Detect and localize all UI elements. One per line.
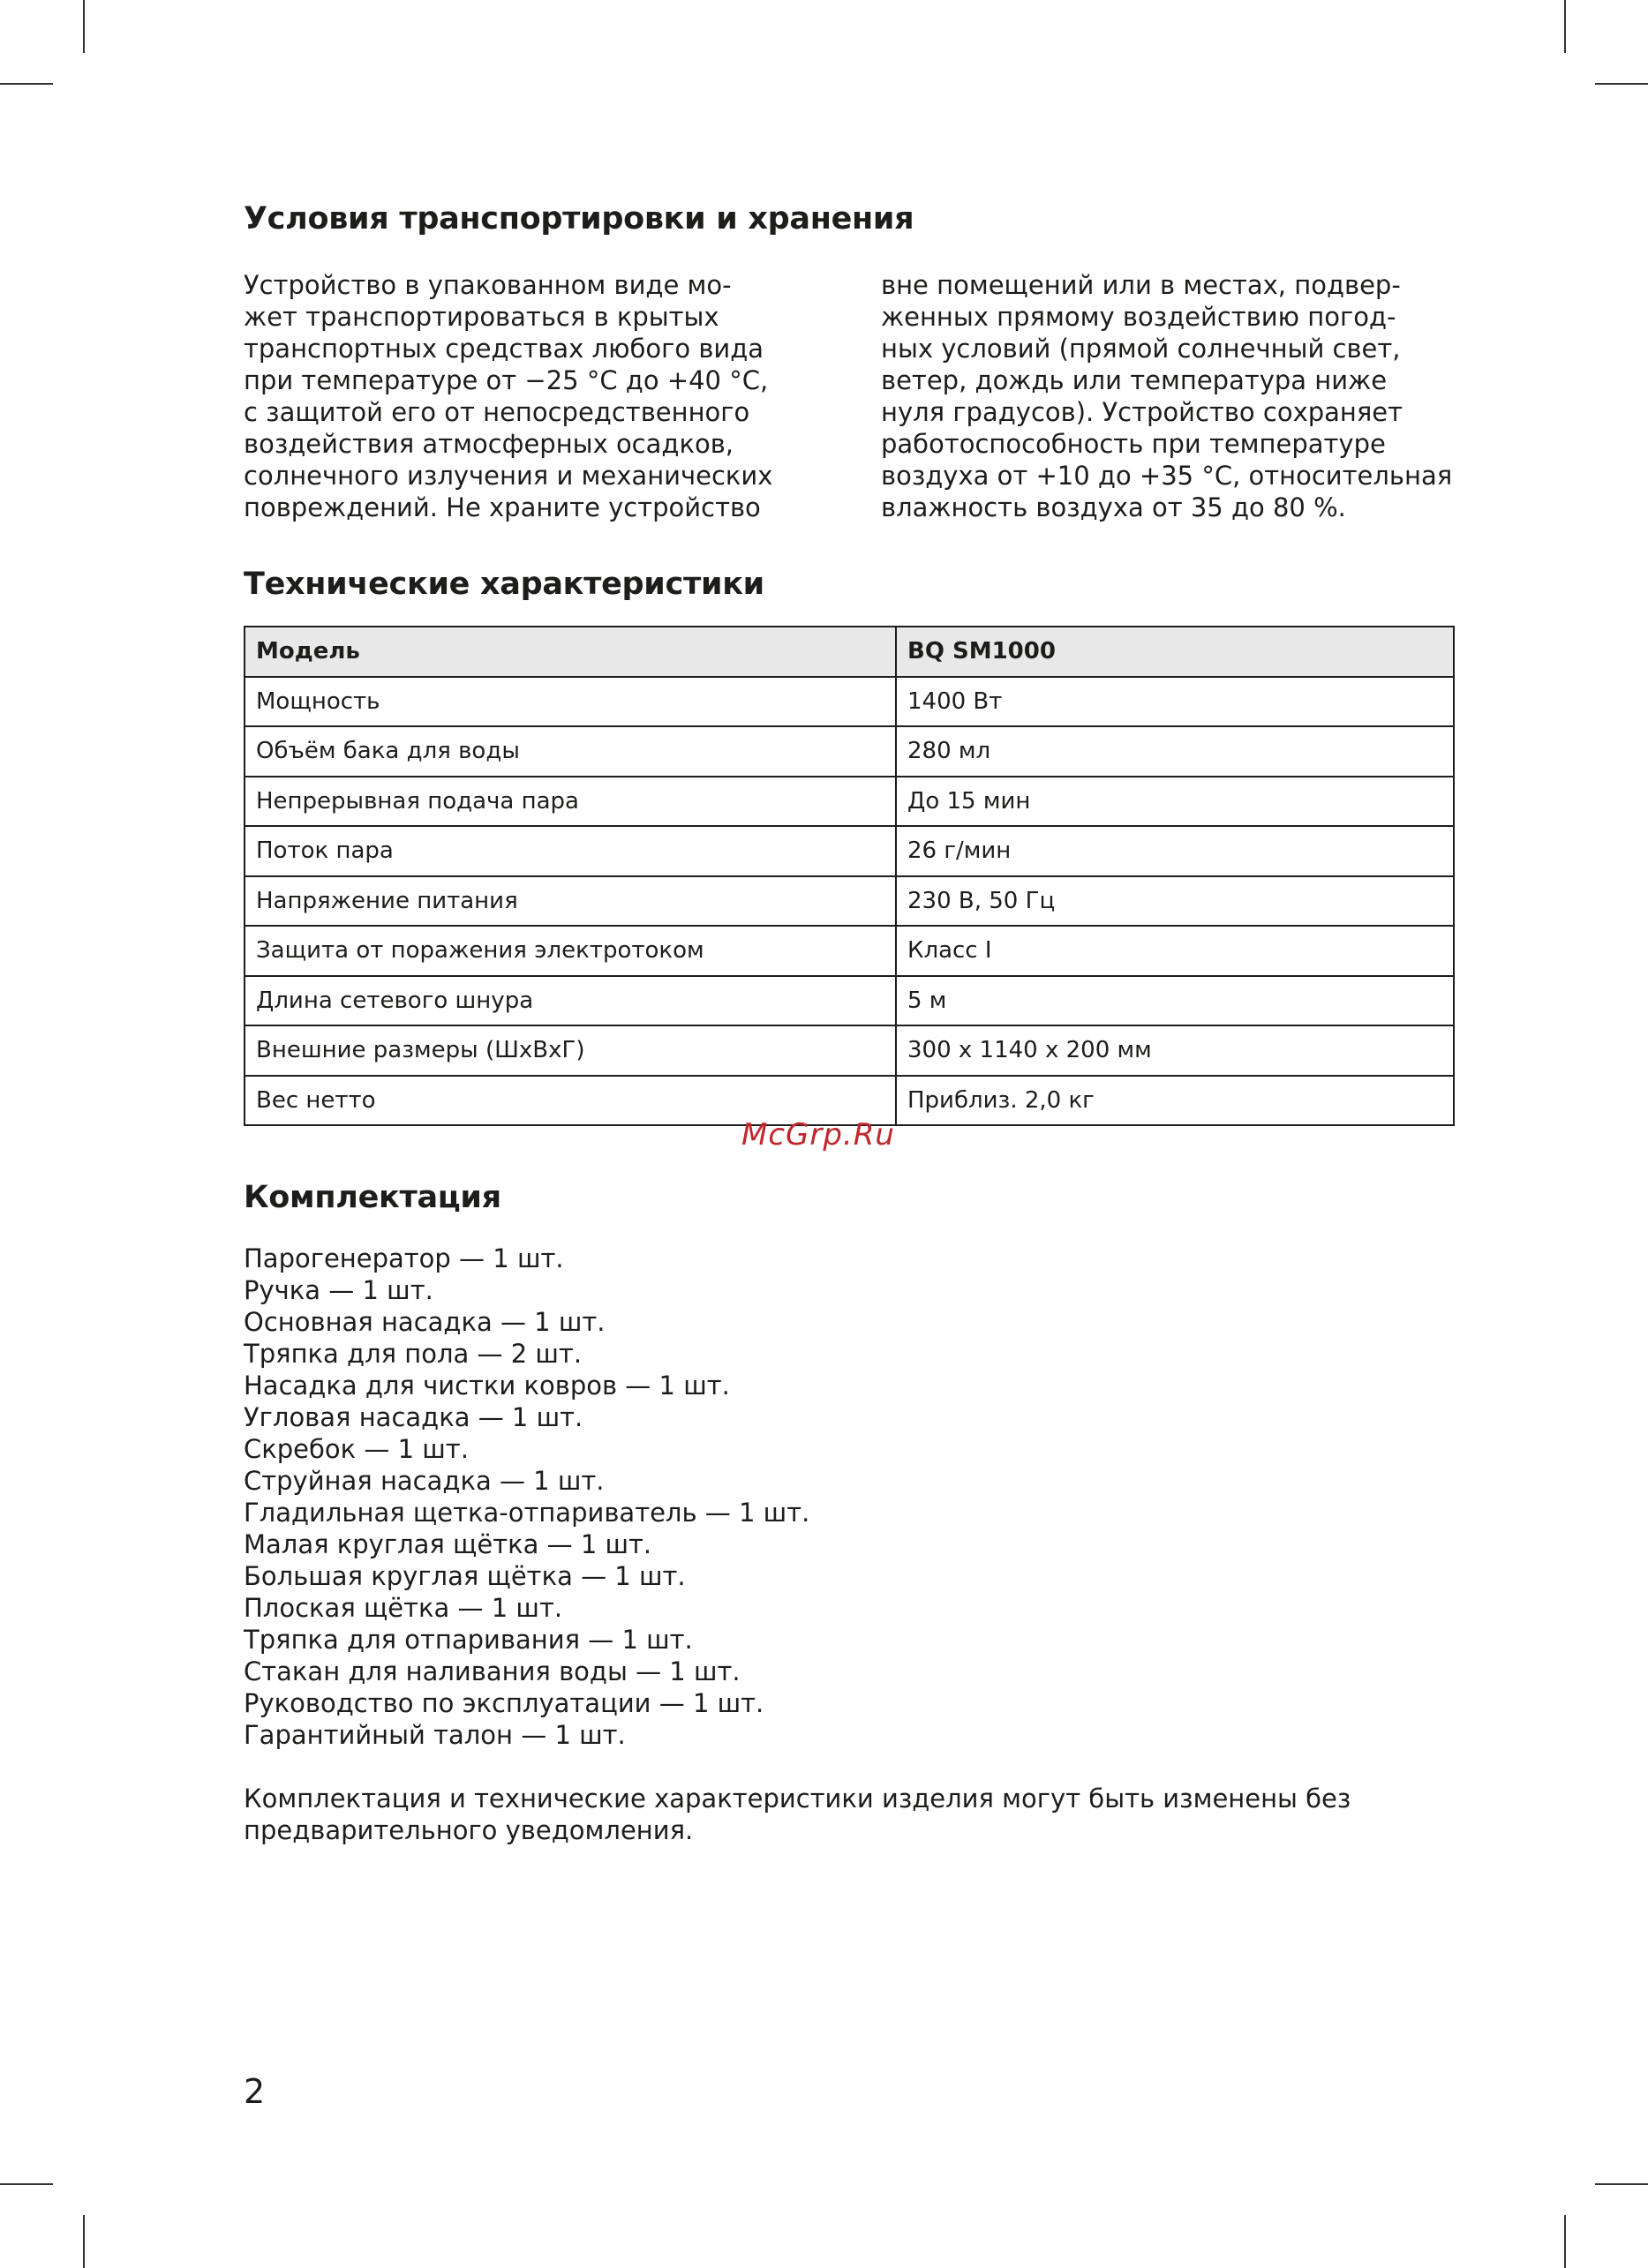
table-row [245, 1025, 1454, 1076]
transport-line: влажность воздуха от 35 до 80 %. [881, 492, 1346, 522]
list-item: Гладильная щетка-отпариватель — 1 шт. [244, 1498, 810, 1528]
spec-value: 1400 Вт [896, 677, 1454, 727]
transport-line: воздуха от +10 до +35 °C, относительная [881, 461, 1453, 491]
spec-label: Напряжение питания [245, 876, 896, 927]
transport-line: солнечного излучения и механических [244, 461, 773, 491]
transport-line: воздействия атмосферных осадков, [244, 429, 734, 459]
transport-line: работоспособность при температуре [881, 429, 1386, 459]
spec-label: Защита от поражения электротоком [245, 926, 896, 976]
list-item: Стакан для наливания воды — 1 шт. [244, 1656, 741, 1686]
transport-column-2 [881, 269, 1455, 523]
crop-mark-top-right-horizontal [1595, 83, 1648, 85]
spec-label: Объём бака для воды [245, 726, 896, 777]
list-item: Большая круглая щётка — 1 шт. [244, 1561, 686, 1591]
spec-value: 26 г/мин [896, 826, 1454, 876]
transport-line: ветер, дождь или температура ниже [881, 365, 1388, 395]
kit-list [244, 1243, 1455, 1751]
spec-value: Класс I [896, 926, 1454, 976]
spec-value: До 15 мин [896, 777, 1454, 827]
spec-value: Приблиз. 2,0 кг [896, 1076, 1454, 1126]
change-notice-line: Комплектация и технические характеристики изделия могут быть изменены без [244, 1784, 1351, 1814]
spec-value: 300 х 1140 х 200 мм [896, 1025, 1454, 1076]
spec-label: Внешние размеры (ШхВхГ) [245, 1025, 896, 1076]
table-row [245, 826, 1454, 876]
transport-line: женных прямому воздействию погод- [881, 302, 1396, 332]
crop-mark-bottom-left-horizontal [0, 2183, 53, 2185]
crop-mark-top-left-horizontal [0, 83, 53, 85]
spec-label: Вес нетто [245, 1076, 896, 1126]
crop-mark-bottom-right-vertical [1564, 2215, 1566, 2268]
transport-section-title: Условия транспортировки и хранения [244, 201, 914, 237]
list-item: Основная насадка — 1 шт. [244, 1307, 606, 1337]
specs-header-value: BQ SM1000 [896, 627, 1454, 677]
page-number: 2 [244, 2072, 266, 2111]
table-row [245, 726, 1454, 777]
list-item: Насадка для чистки ковров — 1 шт. [244, 1371, 730, 1401]
list-item: Плоская щётка — 1 шт. [244, 1593, 563, 1623]
change-notice [244, 1783, 1455, 1846]
list-item: Струйная насадка — 1 шт. [244, 1466, 605, 1496]
transport-text-columns [244, 269, 1455, 523]
crop-mark-bottom-left-vertical [83, 2215, 85, 2268]
list-item: Скребок — 1 шт. [244, 1434, 469, 1464]
spec-value: 5 м [896, 976, 1454, 1026]
specs-section-title: Технические характеристики [244, 567, 764, 602]
spec-label: Мощность [245, 677, 896, 727]
list-item: Тряпка для пола — 2 шт. [244, 1339, 583, 1369]
spec-value: 280 мл [896, 726, 1454, 777]
table-row [245, 976, 1454, 1026]
transport-line: жет транспортироваться в крытых [244, 302, 719, 332]
watermark-link[interactable]: McGrp.Ru [741, 1117, 895, 1153]
transport-line: при температуре от −25 °C до +40 °C, [244, 365, 769, 395]
transport-line: повреждений. Не храните устройство [244, 492, 761, 522]
list-item: Руководство по эксплуатации — 1 шт. [244, 1688, 764, 1718]
transport-line: с защитой его от непосредственного [244, 397, 750, 427]
list-item: Угловая насадка — 1 шт. [244, 1402, 583, 1432]
specs-header-label: Модель [245, 627, 896, 677]
transport-line: транспортных средствах любого вида [244, 334, 764, 364]
transport-line: ных условий (прямой солнечный свет, [881, 334, 1401, 364]
spec-label: Длина сетевого шнура [245, 976, 896, 1026]
specs-header-row [245, 627, 1454, 677]
spec-label: Непрерывная подача пара [245, 777, 896, 827]
transport-line: Устройство в упакованном виде мо- [244, 270, 732, 300]
crop-mark-top-right-vertical [1564, 0, 1566, 53]
table-row [245, 876, 1454, 927]
crop-mark-top-left-vertical [83, 0, 85, 53]
transport-line: нуля градусов). Устройство сохраняет [881, 397, 1403, 427]
spec-label: Поток пара [245, 826, 896, 876]
list-item: Ручка — 1 шт. [244, 1275, 433, 1305]
table-row [245, 926, 1454, 976]
crop-mark-bottom-right-horizontal [1595, 2183, 1648, 2185]
list-item: Гарантийный талон — 1 шт. [244, 1720, 626, 1750]
page-content [244, 199, 1455, 1846]
table-row [245, 677, 1454, 727]
list-item: Тряпка для отпаривания — 1 шт. [244, 1625, 693, 1655]
list-item: Парогенератор — 1 шт. [244, 1243, 564, 1273]
table-row [245, 777, 1454, 827]
transport-column-1 [244, 269, 826, 523]
kit-section-title: Комплектация [244, 1180, 501, 1215]
spec-value: 230 В, 50 Гц [896, 876, 1454, 927]
transport-line: вне помещений или в местах, подвер- [881, 270, 1401, 300]
specs-table [244, 626, 1455, 1126]
list-item: Малая круглая щётка — 1 шт. [244, 1529, 652, 1559]
change-notice-line: предварительного уведомления. [244, 1815, 694, 1845]
